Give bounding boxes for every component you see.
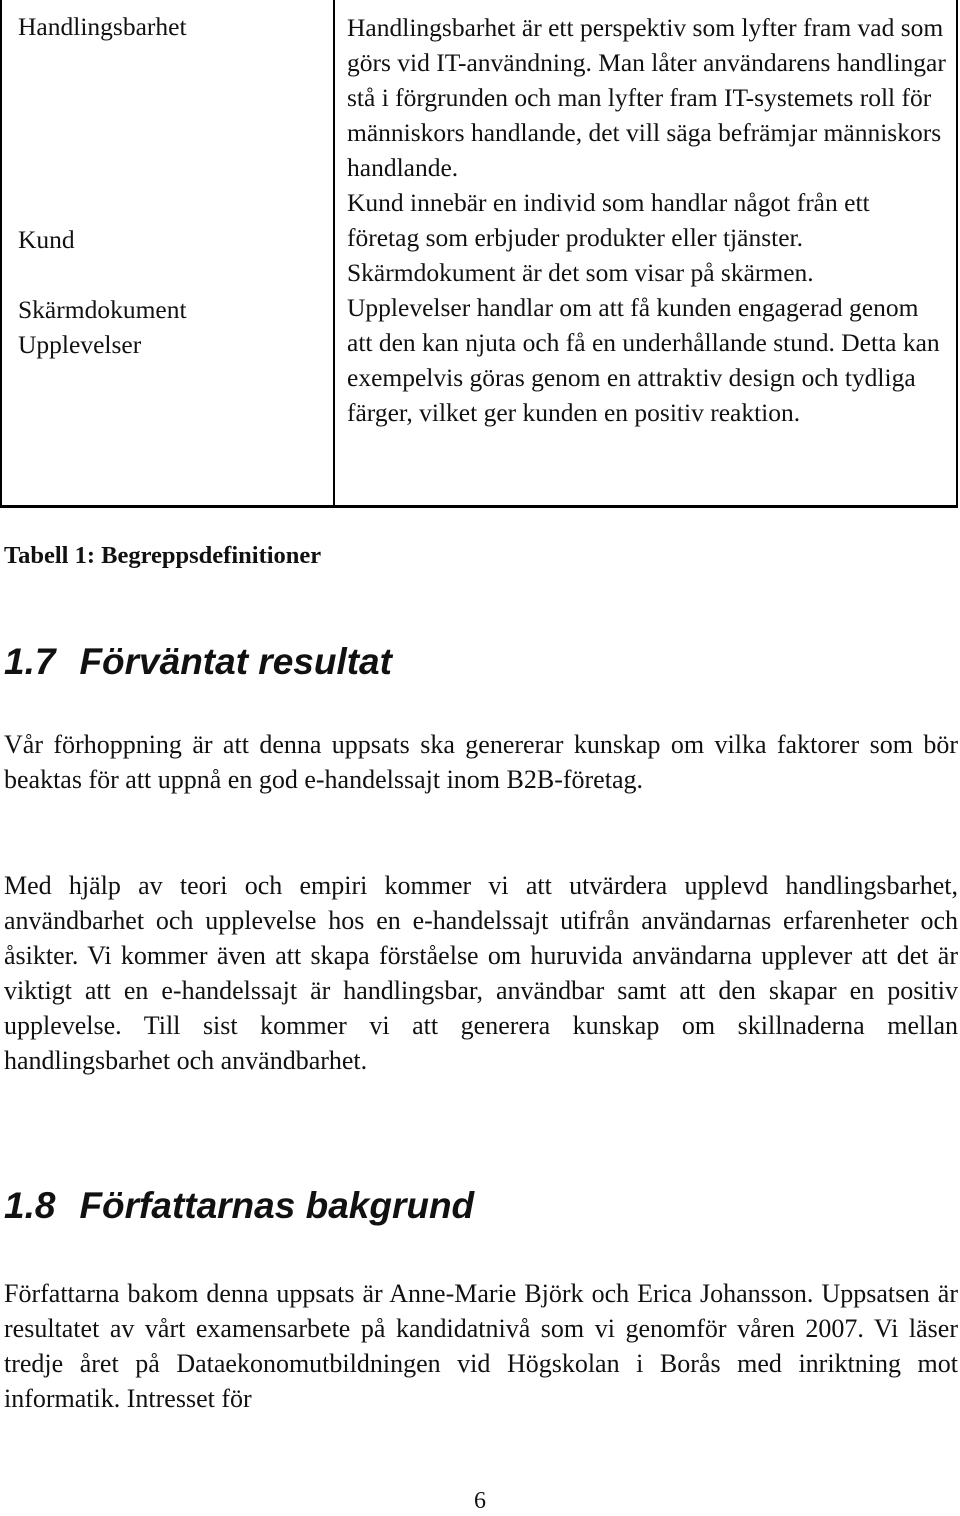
section-heading-authors-background bbox=[4, 1184, 474, 1228]
definitions-table bbox=[0, 0, 958, 508]
section-heading-expected-result bbox=[4, 640, 392, 684]
term-handlingsbarhet: Handlingsbarhet bbox=[18, 12, 187, 41]
section-number: 1.8 bbox=[4, 1185, 56, 1226]
section-title: Förväntat resultat bbox=[79, 641, 392, 682]
term-upplevelser: Upplevelser bbox=[18, 330, 142, 359]
paragraph-expected-result-2: Med hjälp av teori och empiri kommer vi att utvärdera upplevd handlingsbarhet, användbarhet och upplevelse hos en e-handelssajt utifrån användarnas erfarenheter och åsikter. Vi kommer även att skapa förståelse om huruvida användarna upplever att det är viktigt att en e-handelssajt är handlingsbar, användbar samt att den skapar en positiv upplevelse. Till sist kommer vi att generera kunskap om skillnaderna mellan handlingsbarhet och användbarhet. bbox=[4, 871, 958, 1075]
definition-skarmdokument: Skärmdokument är det som visar på skärmen. bbox=[347, 258, 814, 287]
page-number: 6 bbox=[474, 1488, 486, 1514]
definition-upplevelser: Upplevelser handlar om att få kunden engagerad genom att den kan njuta och få en underhållande stund. Detta kan exempelvis göras genom en attraktiv design och tydliga färger, vilket ger kunden en positiv reaktion. bbox=[347, 293, 940, 427]
section-title: Författarnas bakgrund bbox=[79, 1185, 475, 1226]
definition-kund: Kund innebär en individ som handlar något från ett företag som erbjuder produkter eller tjänster. bbox=[347, 188, 870, 252]
definitions-column bbox=[347, 10, 947, 430]
term-kund: Kund bbox=[18, 225, 75, 254]
table-caption: Tabell 1: Begreppsdefinitioner bbox=[4, 542, 322, 569]
paragraph-authors-background: Författarna bakom denna uppsats är Anne-Marie Björk och Erica Johansson. Uppsatsen är resultatet av vårt examensarbete på kandidatnivå som vi genomför våren 2007. Vi läser tredje året på Dataekonomutbildningen vid Högskolan i Borås med inriktning mot informatik. Intresset för bbox=[4, 1279, 958, 1413]
paragraph-expected-result-1: Vår förhoppning är att denna uppsats ska genererar kunskap om vilka faktorer som bör beaktas för att uppnå en god e-handelssajt inom B2B-företag. bbox=[4, 730, 958, 794]
table-column-divider bbox=[333, 0, 335, 505]
definition-handlingsbarhet: Handlingsbarhet är ett perspektiv som lyfter fram vad som görs vid IT-användning. Man låter användarens handlingar stå i förgrunden och man lyfter fram IT-systemets roll för människors handlande, det vill säga befrämjar människors handlande. bbox=[347, 13, 946, 182]
section-number: 1.7 bbox=[4, 641, 56, 682]
term-skarmdokument: Skärmdokument bbox=[18, 295, 187, 324]
